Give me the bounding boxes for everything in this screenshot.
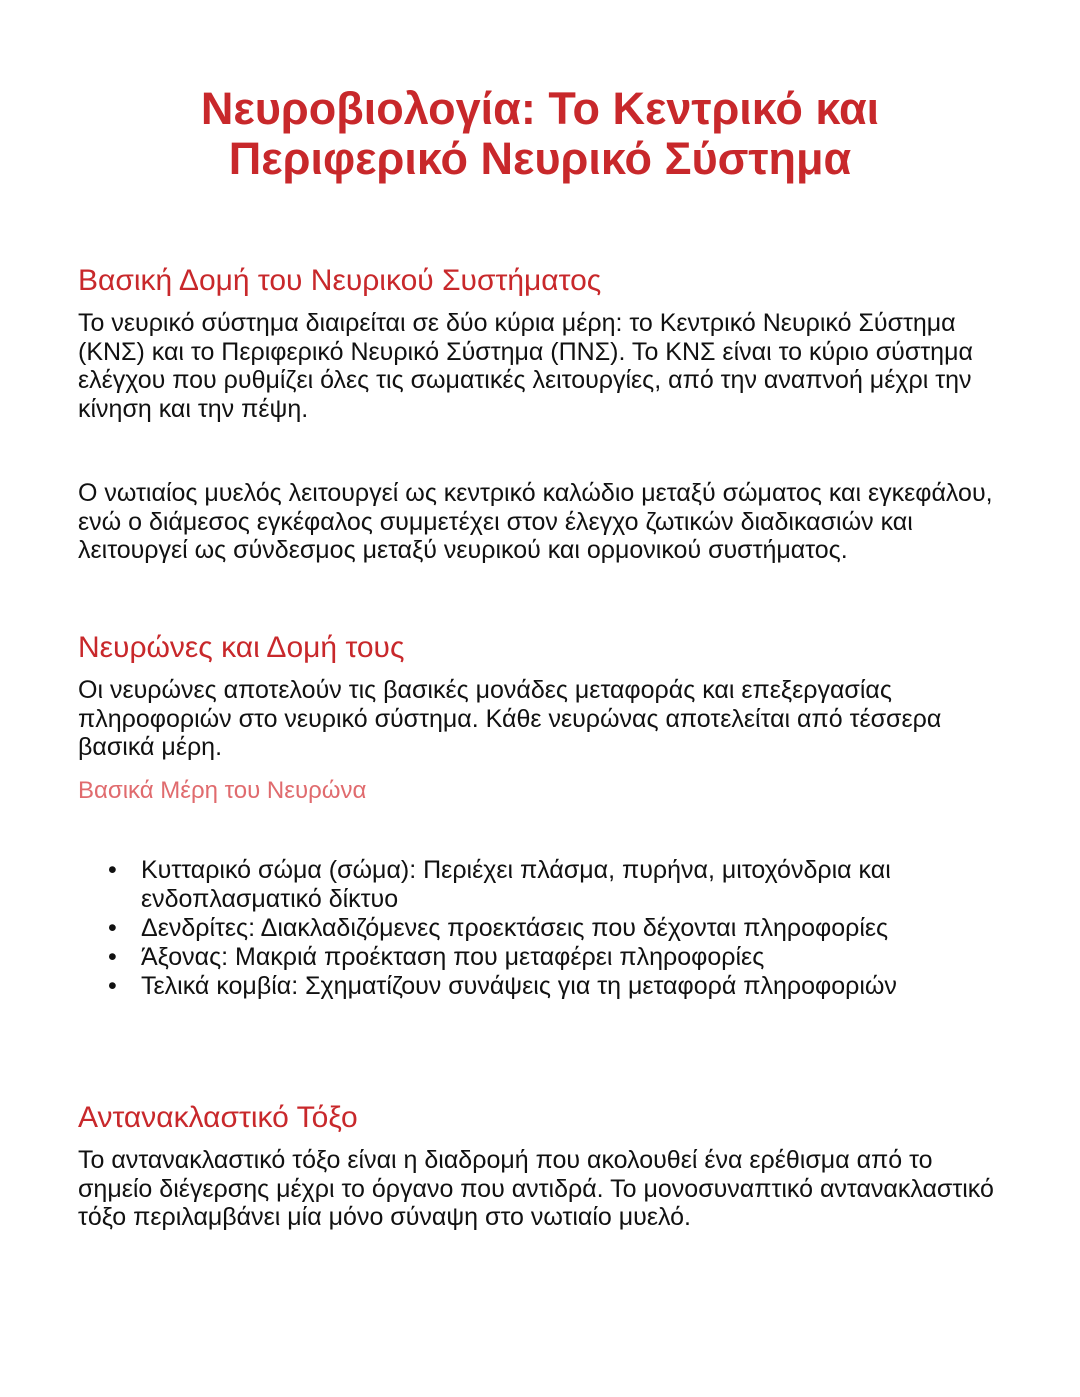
list-item (108, 856, 1008, 914)
paragraph-neurons-intro: Οι νευρώνες αποτελούν τις βασικές μονάδες μεταφοράς και επεξεργασίας πληροφοριών στο νευρικό σύστημα. Κάθε νευρώνας αποτελείται από τέσσερα βασικά μέρη. (78, 676, 942, 761)
subheading-neuron-parts: Βασικά Μέρη του Νευρώνα (78, 777, 367, 804)
paragraph-nervous-system-division: Το νευρικό σύστημα διαιρείται σε δύο κύρια μέρη: το Κεντρικό Νευρικό Σύστημα (ΚΝΣ) και το Περιφερικό Νευρικό Σύστημα (ΠΝΣ). Το ΚΝΣ είναι το κύριο σύστημα ελέγχου που ρυθμίζει όλες τις σωματικές λειτουργίες, από την αναπνοή μέχρι την κίνηση και την πέψη. (78, 309, 973, 423)
section-heading-reflex-arc: Αντανακλαστικό Τόξο (78, 1101, 358, 1134)
paragraph-reflex-arc: Το αντανακλαστικό τόξο είναι η διαδρομή που ακολουθεί ένα ερέθισμα από το σημείο διέγερσης μέχρι το όργανο που αντιδρά. Το μονοσυναπτικό αντανακλαστικό τόξο περιλαμβάνει μία μόνο σύναψη στο νωτιαίο μυελό. (78, 1146, 994, 1231)
neuron-parts-list (108, 856, 1008, 1001)
page-title: Νευροβιολογία: Το Κεντρικό και Περιφερικό Νευρικό Σύστημα (200, 83, 880, 184)
list-item-text: Δενδρίτες: Διακλαδιζόμενες προεκτάσεις που δέχονται πληροφορίες (141, 914, 889, 942)
section-heading-basic-structure: Βασική Δομή του Νευρικού Συστήματος (78, 264, 602, 297)
paragraph-spinal-cord: Ο νωτιαίος μυελός λειτουργεί ως κεντρικό καλώδιο μεταξύ σώματος και εγκεφάλου, ενώ ο διάμεσος εγκέφαλος συμμετέχει στον έλεγχο ζωτικών διαδικασιών και λειτουργεί ως σύνδεσμος μεταξύ νευρικού και ορμονικού συστήματος. (78, 479, 993, 564)
list-item-text: Τελικά κομβία: Σχηματίζουν συνάψεις για τη μεταφορά πληροφοριών (141, 972, 897, 1000)
list-item-text: Κυτταρικό σώμα (σώμα): Περιέχει πλάσμα, πυρήνα, μιτοχόνδρια και ενδοπλασματικό δίκτυο (141, 856, 891, 913)
list-item-text: Άξονας: Μακριά προέκταση που μεταφέρει πληροφορίες (141, 943, 765, 971)
bullet-marker: • (108, 914, 117, 942)
bullet-marker: • (108, 943, 117, 971)
list-item (108, 972, 1008, 1001)
list-item (108, 914, 1008, 943)
bullet-marker: • (108, 856, 117, 884)
section-heading-neurons: Νευρώνες και Δομή τους (78, 631, 405, 664)
list-item (108, 943, 1008, 972)
bullet-marker: • (108, 972, 117, 1000)
